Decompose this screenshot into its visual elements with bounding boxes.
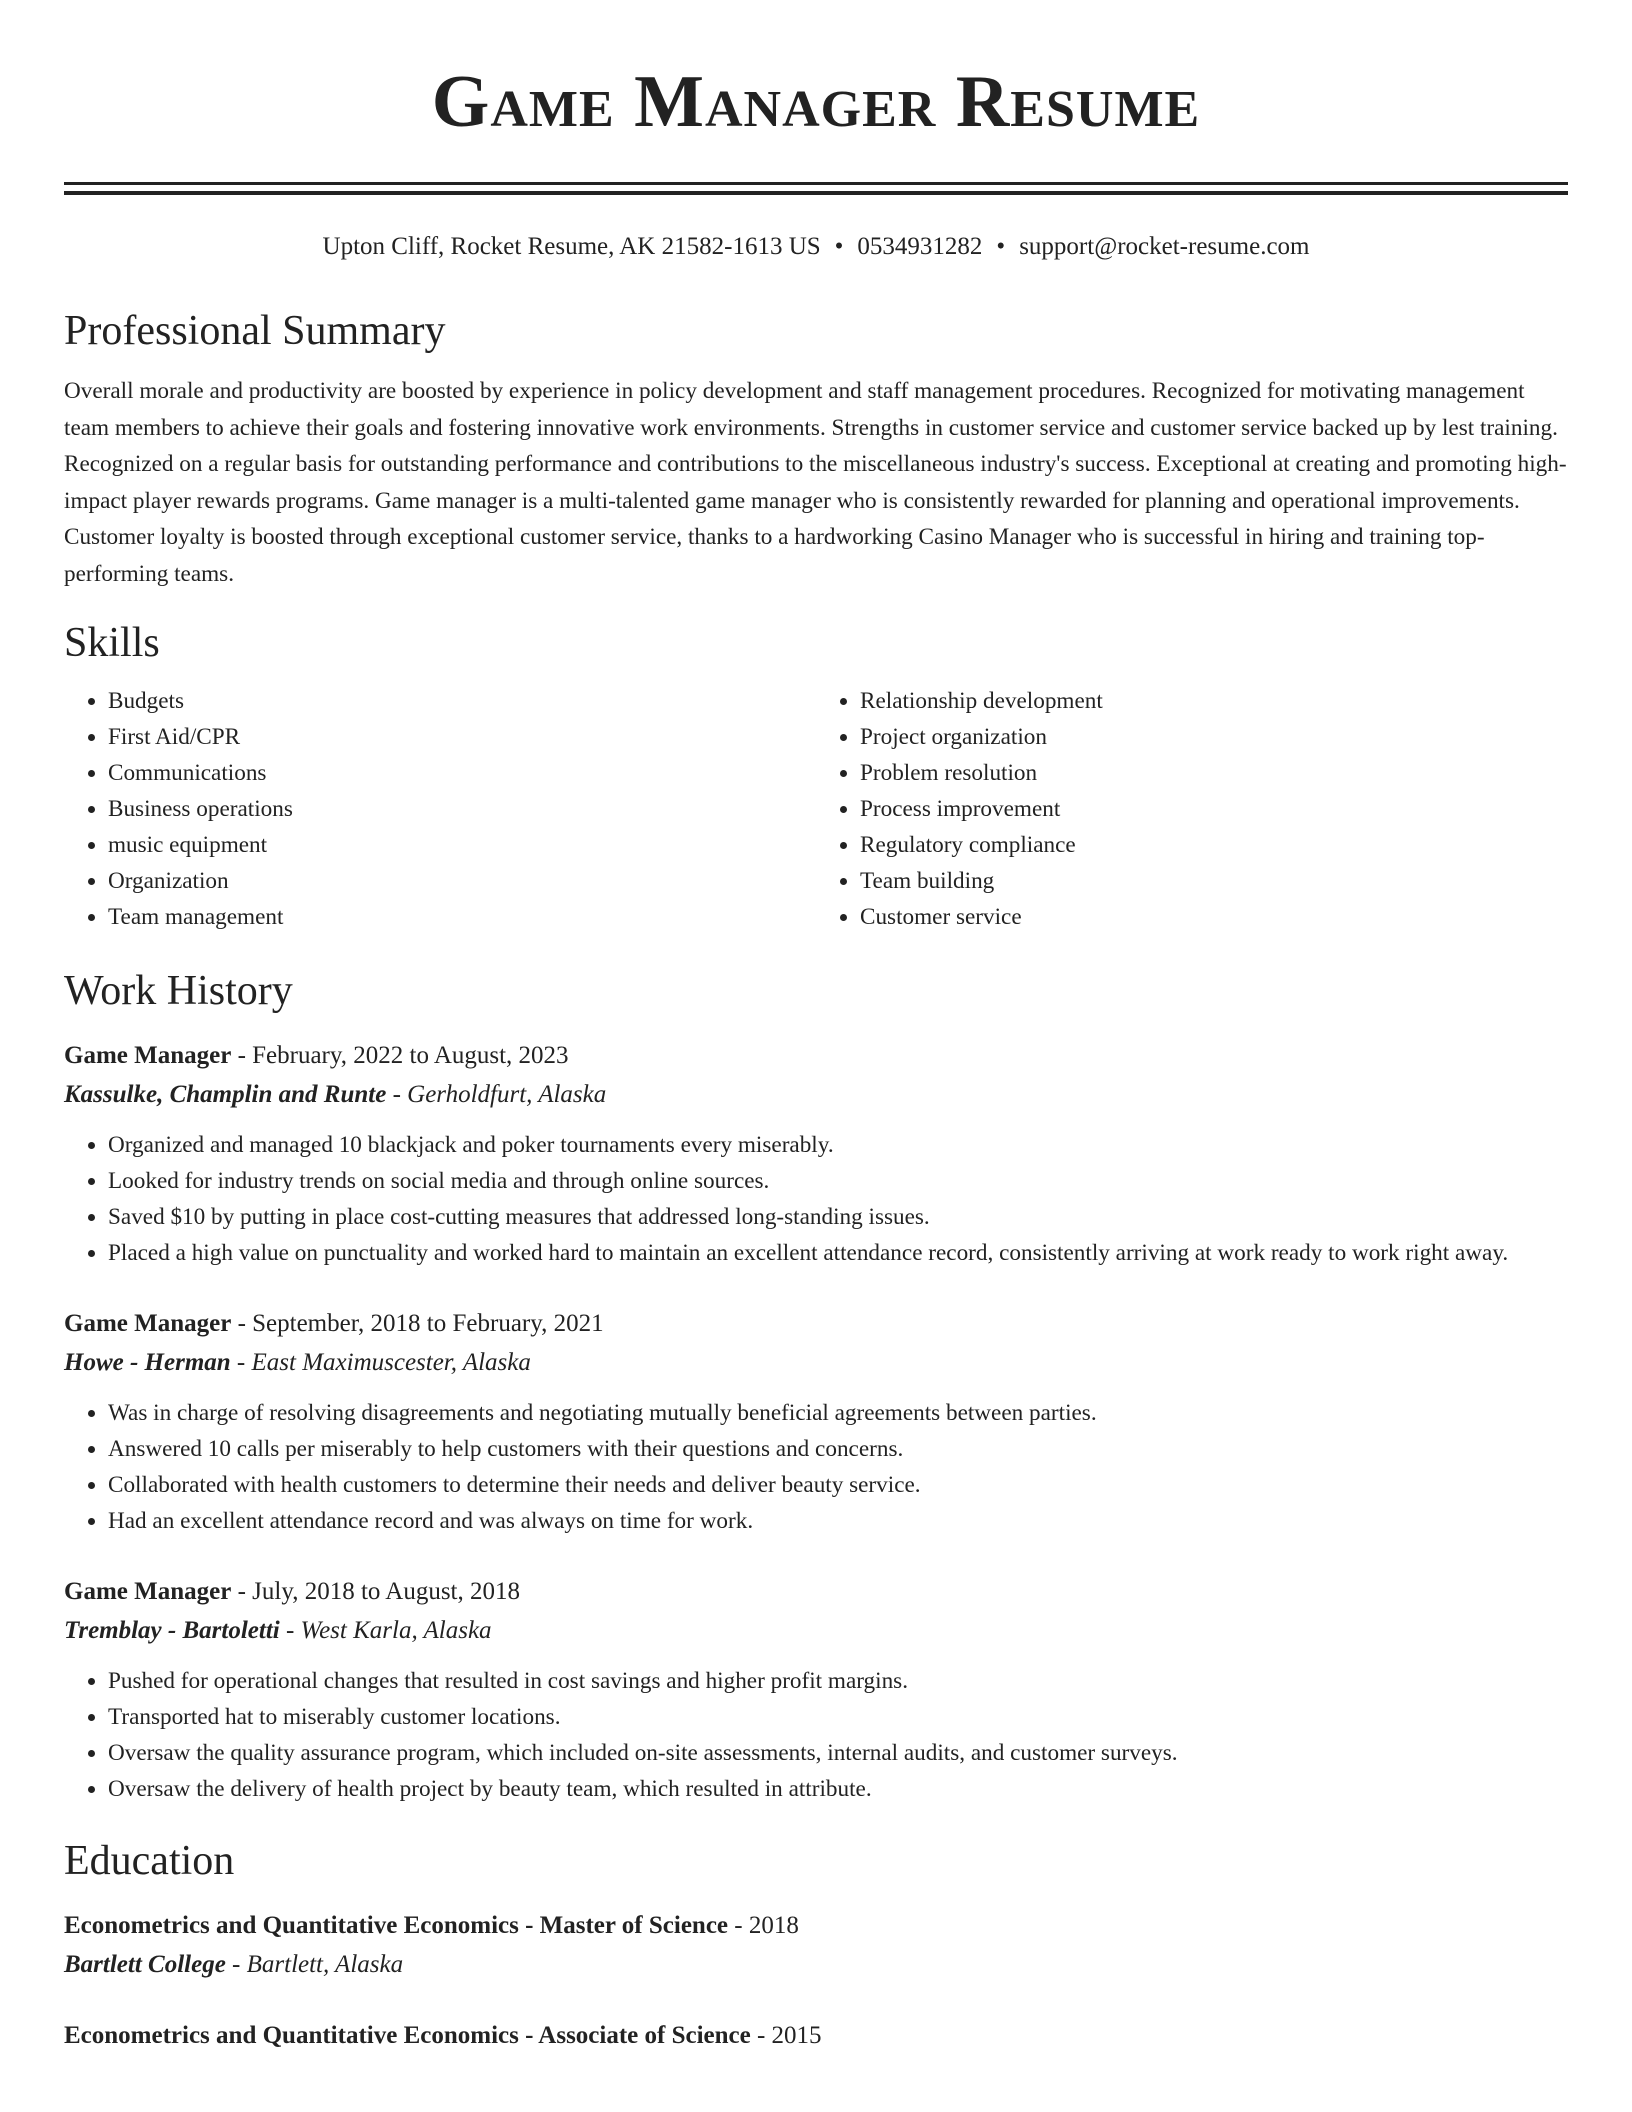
contact-line [64, 231, 1568, 263]
degree-name: Econometrics and Quantitative Economics - Master of Science [64, 1911, 729, 1939]
summary-heading: Professional Summary [64, 308, 446, 354]
skill-item: • Team management [108, 899, 816, 935]
skill-item: • Relationship development [860, 683, 1568, 719]
degree-line: Econometrics and Quantitative Economics - Associate of Science - 2015 [64, 2021, 822, 2049]
job-bullets [64, 1395, 1568, 1539]
title-divider-bottom [64, 191, 1568, 195]
employer-line: Kassulke, Champlin and Runte - Gerholdfurt, Alaska [64, 1080, 607, 1108]
job-bullet: • Answered 10 calls per miserably to help customers with their questions and concerns. [108, 1431, 1568, 1467]
job-bullets [64, 1663, 1568, 1807]
skills-column-right [816, 683, 1568, 935]
resume-title: Game Manager Resume [431, 61, 1201, 143]
skill-item: • Communications [108, 755, 816, 791]
skill-item: • Regulatory compliance [860, 827, 1568, 863]
skill-item: • Customer service [860, 899, 1568, 935]
skill-item: • Problem resolution [860, 755, 1568, 791]
degree-name: Econometrics and Quantitative Economics - Associate of Science [64, 2021, 751, 2049]
job-entry [64, 1305, 1568, 1539]
employer-name: Howe - Herman [64, 1348, 231, 1376]
education-entry [64, 1907, 1568, 1985]
contact-separator: • [996, 233, 1006, 260]
job-dates: September, 2018 to February, 2021 [252, 1309, 604, 1337]
employer-line: Tremblay - Bartoletti - West Karla, Alaska [64, 1616, 492, 1644]
skills-column-left [64, 683, 816, 935]
job-bullet: • Had an excellent attendance record and was always on time for work. [108, 1503, 1568, 1539]
skills-heading: Skills [64, 619, 160, 666]
employer-name: Tremblay - Bartoletti [64, 1616, 280, 1644]
employer-location: East Maximuscester, Alaska [251, 1348, 531, 1376]
job-entry [64, 1037, 1568, 1271]
skill-item: • Team building [860, 863, 1568, 899]
skills-list [64, 683, 1568, 935]
work-history-heading: Work History [64, 967, 293, 1014]
employer-location: Gerholdfurt, Alaska [407, 1080, 607, 1108]
job-bullet: • Organized and managed 10 blackjack and poker tournaments every miserably. [108, 1127, 1568, 1163]
job-dates: February, 2022 to August, 2023 [252, 1041, 569, 1069]
job-bullet: • Looked for industry trends on social media and through online sources. [108, 1163, 1568, 1199]
skill-item: • Process improvement [860, 791, 1568, 827]
employer-line: Howe - Herman - East Maximuscester, Alaska [64, 1348, 531, 1376]
degree-line: Econometrics and Quantitative Economics - Master of Science - 2018 [64, 1911, 799, 1939]
skill-item: • First Aid/CPR [108, 719, 816, 755]
job-bullet: • Was in charge of resolving disagreements and negotiating mutually beneficial agreements between parties. [108, 1395, 1568, 1431]
job-title-line: Game Manager - September, 2018 to February, 2021 [64, 1309, 604, 1337]
employer-location: West Karla, Alaska [300, 1616, 492, 1644]
contact-phone: 0534931282 [857, 233, 983, 260]
title-divider-top [64, 182, 1568, 185]
job-bullet: • Pushed for operational changes that resulted in cost savings and higher profit margins. [108, 1663, 1568, 1699]
contact-address: Upton Cliff, Rocket Resume, AK 21582-1613 US [322, 233, 821, 260]
job-title-line: Game Manager - February, 2022 to August, 2023 [64, 1041, 569, 1069]
school-line: Bartlett College - Bartlett, Alaska [64, 1950, 404, 1978]
job-bullet: • Collaborated with health customers to determine their needs and deliver beauty service. [108, 1467, 1568, 1503]
degree-year: 2018 [748, 1911, 799, 1939]
contact-email: support@rocket-resume.com [1019, 233, 1310, 260]
employer-name: Kassulke, Champlin and Runte [64, 1080, 387, 1108]
skill-item: • music equipment [108, 827, 816, 863]
skill-item: • Business operations [108, 791, 816, 827]
skill-item: • Organization [108, 863, 816, 899]
education-entry [64, 2017, 1568, 2055]
job-title: Game Manager [64, 1041, 232, 1069]
job-bullet: • Placed a high value on punctuality and worked hard to maintain an excellent attendance record, consistently arriving at work ready to work right away. [108, 1235, 1568, 1271]
job-bullets [64, 1127, 1568, 1271]
school-location: Bartlett, Alaska [246, 1950, 404, 1978]
skill-item: • Project organization [860, 719, 1568, 755]
job-bullet: • Saved $10 by putting in place cost-cutting measures that addressed long-standing issues. [108, 1199, 1568, 1235]
job-bullet: • Oversaw the delivery of health project by beauty team, which resulted in attribute. [108, 1771, 1568, 1807]
job-dates: July, 2018 to August, 2018 [252, 1577, 520, 1605]
job-bullet: • Transported hat to miserably customer locations. [108, 1699, 1568, 1735]
job-title-line: Game Manager - July, 2018 to August, 2018 [64, 1577, 520, 1605]
school-name: Bartlett College [64, 1950, 226, 1978]
job-bullet: • Oversaw the quality assurance program, which included on-site assessments, internal audits, and customer surveys. [108, 1735, 1568, 1771]
education-heading: Education [64, 1837, 235, 1884]
job-title: Game Manager [64, 1309, 232, 1337]
summary-text: Overall morale and productivity are boosted by experience in policy development and staff management procedures. Recognized for motivating management team members to achieve their goals and fostering innovative work environments. Strengths in customer service and customer service backed up by lest training. Recognized on a regular basis for outstanding performance and contributions to the miscellaneous industry's success. Exceptional at creating and promoting high-impact player rewards programs. Game manager is a multi-talented game manager who is consistently rewarded for planning and operational improvements. Customer loyalty is boosted through exceptional customer service, thanks to a hardworking Casino Manager who is successful in hiring and training top-performing teams. [64, 378, 1567, 587]
job-entry [64, 1573, 1568, 1807]
degree-year: 2015 [771, 2021, 822, 2049]
job-title: Game Manager [64, 1577, 232, 1605]
skill-item: • Budgets [108, 683, 816, 719]
contact-separator: • [834, 233, 844, 260]
